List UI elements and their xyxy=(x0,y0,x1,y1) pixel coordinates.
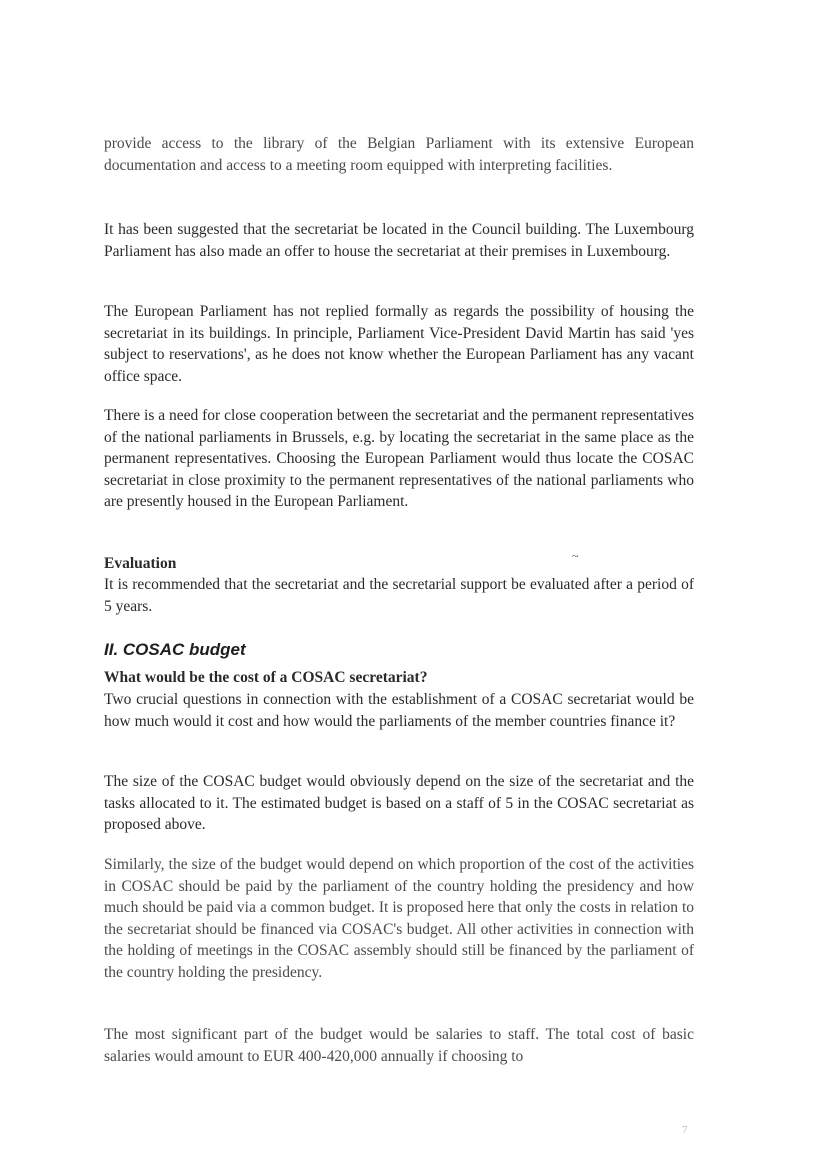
paragraph-crucial-questions: Two crucial questions in connection with the establishment of a COSAC secretariat would be how much would it cost and how would the parliaments of the member countries finance it? xyxy=(104,691,694,730)
page-number: 7 xyxy=(682,1124,688,1136)
paragraph-council-building: It has been suggested that the secretariat be located in the Council building. The Luxembourg Parliament has also made an offer to house the secretariat at their premises in Luxembourg. xyxy=(104,221,694,260)
paragraph-library-access: provide access to the library of the Belgian Parliament with its extensive European documentation and access to a meeting room equipped with interpreting facilities. xyxy=(104,135,694,174)
paragraph-european-parliament-reply: The European Parliament has not replied formally as regards the possibility of housing the secretariat in its buildings. In principle, Parliament Vice-President David Martin has said 'yes subject to reservations', as he does not know whether the European Parliament has any vacant office space. xyxy=(104,303,694,385)
paragraph-evaluation: It is recommended that the secretariat and the secretarial support be evaluated after a period of 5 years. xyxy=(104,576,694,615)
stray-mark: ~ xyxy=(572,549,579,563)
paragraph-budget-proportion: Similarly, the size of the budget would depend on which proportion of the cost of the activities in COSAC should be paid by the parliament of the country holding the presidency and how much should be paid via a common budget. It is proposed here that only the costs in relation to the secretariat should be financed via COSAC's budget. All other activities in connection with the holding of meetings in the COSAC assembly should still be financed by the parliament of the country holding the presidency. xyxy=(104,856,694,981)
heading-evaluation: Evaluation xyxy=(104,555,177,572)
paragraph-close-cooperation: There is a need for close cooperation between the secretariat and the permanent representatives of the national parliaments in Brussels, e.g. by locating the secretariat in the same place as the permanent representatives. Choosing the European Parliament would thus locate the COSAC secretariat in close proximity to the permanent representatives of the national parliaments who are presently housed in the European Parliament. xyxy=(104,407,695,510)
heading-cost-question: What would be the cost of a COSAC secretariat? xyxy=(104,669,428,686)
paragraph-budget-size: The size of the COSAC budget would obviously depend on the size of the secretariat and the tasks allocated to it. The estimated budget is based on a staff of 5 in the COSAC secretariat as proposed above. xyxy=(104,773,694,833)
section-heading-cosac-budget: II. COSAC budget xyxy=(104,640,246,659)
paragraph-salaries: The most significant part of the budget would be salaries to staff. The total cost of basic salaries would amount to EUR 400-420,000 annually if choosing to xyxy=(104,1026,694,1065)
